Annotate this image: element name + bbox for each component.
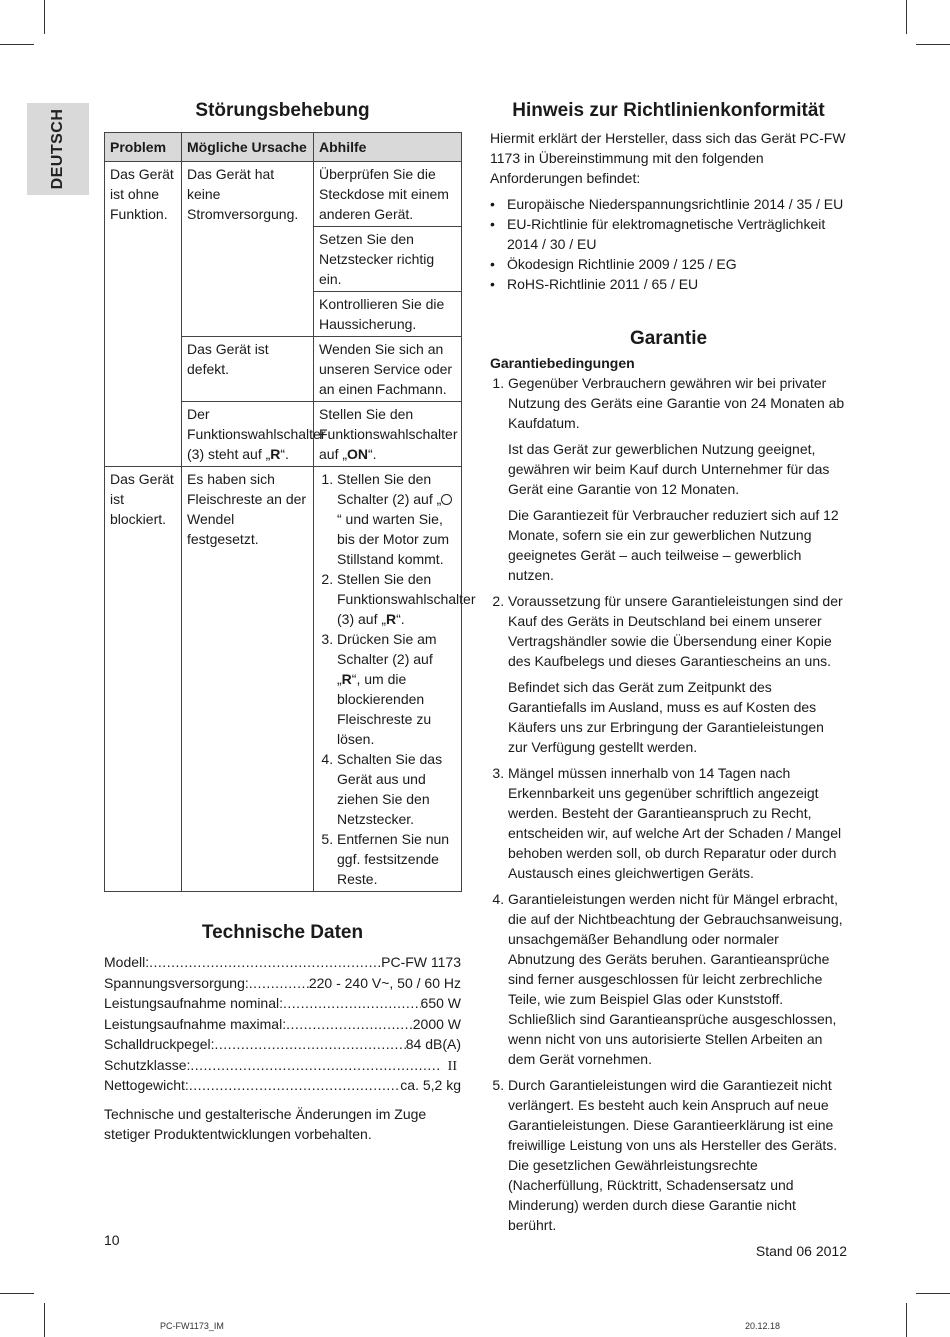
footer-document-id: PC-FW1173_IM: [160, 1321, 224, 1331]
spec-label: Modell:: [104, 954, 150, 970]
spec-value: II: [447, 1058, 457, 1074]
spec-label: Spannungsversorgung:: [104, 974, 249, 991]
spec-value: PC-FW 1173: [381, 954, 461, 970]
warranty-text: 1. Gegenüber Verbrauchern gewähren wir bei privater Nutzung des Geräts eine Garantie von 24 Monaten ab Kaufdatum.: [508, 375, 845, 431]
leader-dots: [249, 973, 309, 993]
list-item: • EU-Richtlinie für elektromagnetische Verträglichkeit 2014 / 30 / EU: [507, 214, 847, 254]
step-text: Stellen Sie den Schalter (2) auf „: [337, 471, 442, 507]
conformity-intro: Hiermit erklärt der Hersteller, dass sich das Gerät PC-FW 1173 in Übereinstimmung mit den folgenden Anforderungen befindet:: [490, 130, 846, 186]
leader-dots: [283, 993, 421, 1013]
remedy-cell: Setzen Sie den Netzstecker richtig ein.: [314, 227, 462, 292]
tech-data-title: Technische Daten: [201, 922, 364, 943]
spec-row: [104, 952, 461, 973]
problem-cell: Das Gerät ist blockiert.: [105, 467, 182, 892]
footer-date: 20.12.18: [745, 1321, 781, 1331]
language-tab-label: DEUTSCH: [49, 108, 66, 190]
spec-row: [104, 1055, 461, 1076]
step-item: [337, 629, 456, 749]
spec-label: Schutzklasse:: [104, 1056, 191, 1073]
switch-symbol-r: R: [386, 611, 397, 627]
cause-cell: Das Gerät ist defekt.: [182, 337, 314, 402]
remedy-cell: [314, 467, 476, 892]
step-item: 5. Entfernen Sie nun ggf. festsitzende Reste.: [337, 829, 456, 889]
leader-dots: [286, 1014, 413, 1034]
cause-text-end: “.: [280, 446, 289, 462]
warranty-text: 5. Durch Garantieleistungen wird die Garantiezeit nicht verlängert. Es besteht auch kein Anspruch auf neue Garantieleistungen. Diese Garantieerklärung ist eine freiwillige Leistung von uns als Hersteller des Geräts. Die gesetzlichen Gewährleistungsrechte (Nacherfüllung, Rücktritt, Schadensersatz und Minderung) werden durch diese Garantie nicht berührt.: [508, 1077, 838, 1233]
warranty-text: Ist das Gerät zur gewerblichen Nutzung geeignet, gewähren wir beim Kauf durch Unternehmer für das Gerät eine Garantie von 12 Monaten.: [508, 441, 830, 497]
warranty-subtitle: Garantiebedingungen: [490, 355, 635, 371]
spec-value: 650 W: [420, 995, 461, 1011]
right-column: [490, 98, 847, 1261]
spec-label: Leistungsaufnahme maximal:: [104, 1015, 287, 1032]
step-text: Drücken Sie am Schalter (2) auf „: [337, 631, 437, 687]
crop-mark: [44, 1303, 45, 1337]
crop-mark: [916, 1293, 950, 1294]
cause-cell: Das Gerät hat keine Stromversorgung.: [182, 162, 314, 337]
header-problem: Problem: [105, 133, 182, 162]
switch-symbol-r: R: [270, 446, 281, 462]
warranty-text: 4. Garantieleistungen werden nicht für Mängel erbracht, die auf der Nichtbeachtung der Gebrauchsanweisung, unsachgemäßer Behandlung oder normaler Abnutzung des Geräts beruhen. Garantieansprüche sind ferner ausgeschlossen für leicht zerbrechliche Teile, wie zum Beispiel Glas oder Kunststoff. Schließlich sind Garantieansprüche ausgeschlossen, wenn nicht von uns autorisierte Stellen Arbeiten an dem Gerät vornehmen.: [508, 891, 843, 1067]
warranty-text: 2. Voraussetzung für unsere Garantieleistungen sind der Kauf des Geräts in Deutschland bei einem unserer Vertragshändler sowie die Übersendung einer Kopie des Kaufbelegs und dieses Garantiescheins an uns.: [508, 593, 843, 669]
crop-mark: [0, 44, 34, 45]
remedy-cell: Wenden Sie sich an unseren Service oder an einen Fachmann.: [314, 337, 462, 402]
stand-date: Stand 06 2012: [755, 1243, 847, 1259]
remedy-steps: [319, 469, 476, 889]
spec-row: [104, 1014, 461, 1035]
leader-dots: [149, 952, 381, 972]
left-column: [104, 98, 476, 1144]
tech-note: Technische und gestalterische Änderungen im Zuge stetiger Produktentwicklungen vorbehalten.: [104, 1105, 427, 1142]
spec-value: ca. 5,2 kg: [400, 1077, 461, 1093]
spec-row: [104, 993, 461, 1014]
cause-text: Der Funktionswahlschalter (3) steht auf „: [187, 406, 326, 462]
cause-cell: Es haben sich Fleischreste an der Wendel festgesetzt.: [182, 467, 314, 892]
remedy-cell: [314, 402, 462, 467]
spec-label: Nettogewicht:: [104, 1077, 189, 1093]
spec-value: 84 dB(A): [405, 1036, 461, 1052]
spec-list: [104, 952, 461, 1096]
step-item: [337, 569, 476, 629]
warranty-list: [490, 373, 847, 1235]
table-header-row: [105, 133, 462, 162]
off-symbol-icon: [441, 494, 452, 505]
problem-cell: Das Gerät ist ohne Funktion.: [105, 162, 182, 467]
list-item: • RoHS-Richtlinie 2011 / 65 / EU: [507, 274, 847, 294]
list-item: [508, 1075, 847, 1235]
step-text-end: “ und warten Sie, bis der Motor zum Stillstand kommt.: [337, 511, 450, 567]
conformity-title: Hinweis zur Richtlinienkonformität: [512, 100, 825, 121]
spec-label: Schalldruckpegel:: [104, 1036, 215, 1052]
leader-dots: [215, 1034, 406, 1054]
spec-value: 220 - 240 V~, 50 / 60 Hz: [308, 974, 461, 991]
crop-mark: [906, 0, 907, 34]
list-item: • Ökodesign Richtlinie 2009 / 125 / EG: [507, 254, 847, 274]
troubleshooting-title: Störungsbehebung: [195, 100, 370, 121]
page-number: 10: [104, 1232, 120, 1248]
language-tab: [27, 103, 89, 195]
table-row: [105, 162, 462, 227]
crop-mark: [44, 0, 45, 34]
step-text-end: “.: [396, 611, 405, 627]
switch-symbol-on: ON: [347, 446, 369, 462]
step-item: 4. Schalten Sie das Gerät aus und ziehen Sie den Netzstecker.: [337, 749, 456, 829]
spec-label: Leistungsaufnahme nominal:: [104, 995, 284, 1011]
leader-dots: [189, 1075, 400, 1095]
remedy-text-end: “.: [368, 446, 377, 462]
warranty-text: Befindet sich das Gerät zum Zeitpunkt des Garantiefalls im Ausland, muss es auf Kosten des Käufers uns zur Erbringung der Garantieleistungen zur Verfügung gestellt werden.: [508, 679, 824, 755]
crop-mark: [916, 44, 950, 45]
troubleshooting-table-cont: [104, 466, 476, 892]
list-item: [508, 763, 847, 883]
table-row: [105, 467, 462, 892]
spec-row: [104, 1034, 461, 1055]
list-item: • Europäische Niederspannungsrichtlinie 2014 / 35 / EU: [507, 194, 847, 214]
cause-cell: [182, 402, 326, 467]
step-text-end: “, um die blockierenden Fleischreste zu lösen.: [337, 671, 432, 747]
warranty-title: Garantie: [629, 328, 708, 349]
troubleshooting-table: [104, 132, 462, 467]
remedy-cell: Überprüfen Sie die Steckdose mit einem anderen Gerät.: [314, 162, 462, 227]
directive-list: [490, 194, 847, 294]
crop-mark: [906, 1303, 907, 1337]
leader-dots: [190, 1055, 441, 1075]
list-item: [508, 889, 847, 1069]
header-remedy: Abhilfe: [314, 133, 462, 162]
step-item: [337, 469, 456, 569]
list-item: [508, 373, 847, 585]
step-text: Stellen Sie den Funktionswahlschalter (3) auf „: [337, 571, 476, 627]
remedy-cell: Kontrollieren Sie die Haussicherung.: [314, 292, 462, 337]
switch-symbol-r: R: [341, 671, 352, 687]
spec-value: 2000 W: [412, 1015, 461, 1032]
remedy-text: Stellen Sie den Funktionswahlschalter auf „: [319, 406, 458, 462]
list-item: [508, 591, 847, 757]
spec-row: [104, 1075, 461, 1096]
header-cause: Mögliche Ursache: [182, 133, 314, 162]
warranty-text: 3. Mängel müssen innerhalb von 14 Tagen nach Erkennbarkeit uns gegenüber schriftlich angezeigt werden. Besteht der Garantieanspruch zu Recht, entscheiden wir, auf welche Art der Schaden / Mangel behoben werden soll, ob durch Reparatur oder durch Austausch eines gleichwertigen Geräts.: [508, 765, 842, 881]
spec-row: [104, 973, 461, 994]
warranty-text: Die Garantiezeit für Verbraucher reduziert sich auf 12 Monate, sofern sie ein zur gewerblichen Nutzung geeignetes Gerät – auch teilweise – gewerblich nutzen.: [508, 507, 839, 583]
crop-mark: [0, 1293, 34, 1294]
